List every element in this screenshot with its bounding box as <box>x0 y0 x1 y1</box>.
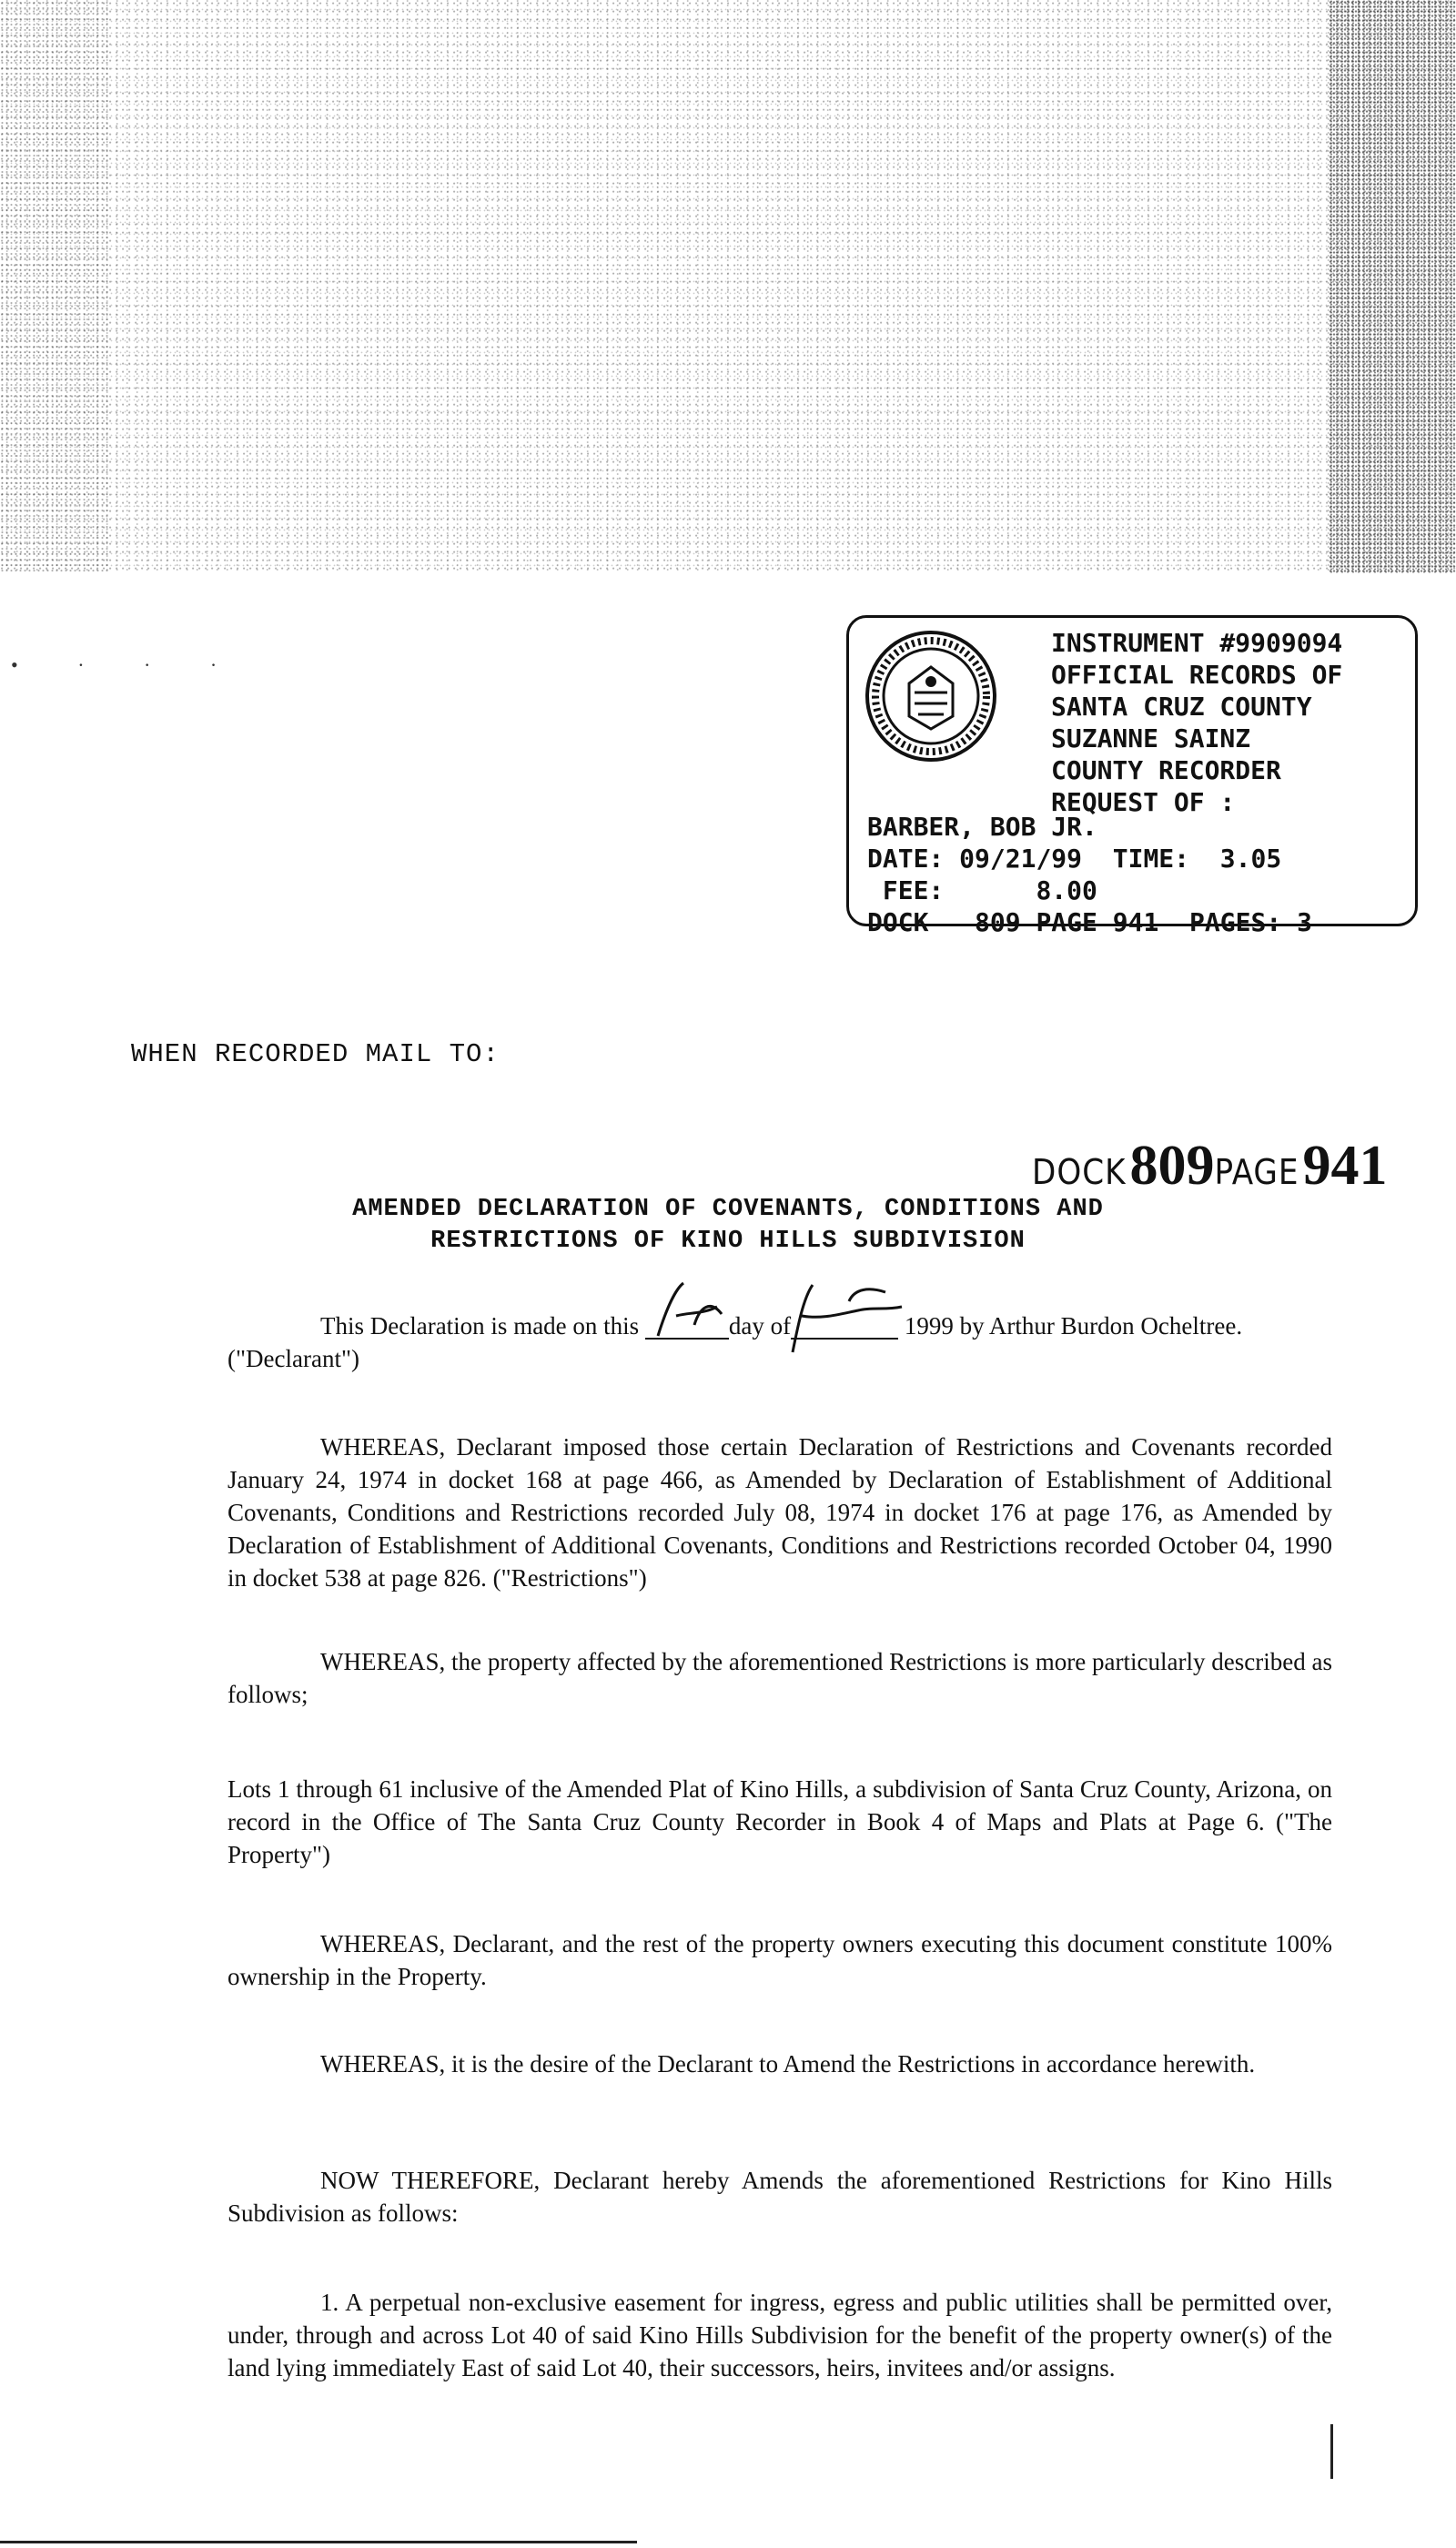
page-number: 941 <box>1302 1135 1388 1197</box>
handwritten-month-signature <box>791 1307 898 1340</box>
paragraph-property-description <box>228 1773 1332 1871</box>
paragraph-text: NOW THEREFORE, Declarant hereby Amends the aforementioned Restrictions for Kino Hills Subdivision as follows: <box>228 2167 1332 2227</box>
stamp-requester: BARBER, BOB JR. <box>867 812 1097 842</box>
paragraph-whereas-4 <box>228 2048 1332 2080</box>
paragraph-whereas-3 <box>228 1927 1332 1993</box>
stamp-pages: 3 <box>1297 907 1312 937</box>
paragraph-text: 1. A perpetual non-exclusive easement for ingress, egress and public utilities shall be permitted over, under, through and across Lot 40 of said Kino Hills Subdivision for the benefit of the property owner(s) of the land lying immediately East of said Lot 40, their successors, heirs, invitees and/or assigns. <box>228 2289 1332 2381</box>
stamp-time-label: TIME: <box>1112 844 1190 874</box>
county-seal-icon <box>864 629 998 763</box>
scan-noise <box>0 0 1456 573</box>
stray-marks: • · · · <box>11 653 245 676</box>
stamp-page: 941 <box>1112 907 1159 937</box>
paragraph-text: WHEREAS, Declarant imposed those certain Declaration of Restrictions and Covenants recorded January 24, 1974 in docket 168 at page 466, as Amended by Declaration of Establishment of Additional Covenants, Conditions and Restrictions recorded July 08, 1974 in docket 176 at page 176, as Amended by Declaration of Establishment of Additional Covenants, Conditions and Restrictions recorded October 04, 1990 in docket 538 at page 826. ("Restrictions") <box>228 1433 1332 1592</box>
stamp-line: OFFICIAL RECORDS OF <box>1051 660 1343 690</box>
stamp-fee: 8.00 <box>1036 875 1097 905</box>
document-title <box>228 1194 1228 1258</box>
paragraph-text: WHEREAS, the property affected by the aforementioned Restrictions is more particularly described as follows; <box>228 1648 1332 1708</box>
stamp-line: SANTA CRUZ COUNTY <box>1051 692 1312 722</box>
scan-noise-right <box>1329 0 1456 573</box>
stamp-dock: 809 <box>975 907 1021 937</box>
stamp-dock-label: DOCK <box>867 907 929 937</box>
dock-number: 809 <box>1129 1135 1215 1197</box>
scan-noise-left <box>0 0 109 573</box>
dock-label: DOCK <box>1032 1152 1127 1192</box>
title-line: RESTRICTIONS OF KINO HILLS SUBDIVISION <box>430 1228 1026 1255</box>
intro-day-suffix: day of <box>728 1312 792 1340</box>
intro-paragraph <box>228 1307 1332 1375</box>
stamp-date-label: DATE: <box>867 844 945 874</box>
mail-to-label: WHEN RECORDED MAIL TO: <box>131 1039 500 1069</box>
paragraph-item-1 <box>228 2286 1332 2384</box>
handwritten-day-signature <box>645 1307 729 1340</box>
stamp-page-label: PAGE <box>1036 907 1097 937</box>
stamp-pages-label: PAGES: <box>1189 907 1282 937</box>
paragraph-whereas-2 <box>228 1645 1332 1711</box>
intro-after: 1999 by Arthur Burdon Ocheltree. <box>898 1312 1243 1340</box>
margin-mark <box>1330 2424 1333 2479</box>
bottom-rule <box>0 2541 637 2543</box>
paragraph-text: WHEREAS, Declarant, and the rest of the property owners executing this document constitute 100% ownership in the Property. <box>228 1930 1332 1990</box>
paragraph-text: Lots 1 through 61 inclusive of the Amended Plat of Kino Hills, a subdivision of Santa Cruz County, Arizona, on record in the Office of The Santa Cruz County Recorder in Book 4 of Maps and Plats at Page 6. ("The Property") <box>228 1775 1332 1868</box>
stamp-line: COUNTY RECORDER <box>1051 755 1281 785</box>
paragraph-whereas-1 <box>228 1431 1332 1594</box>
page-label: PAGE <box>1214 1152 1299 1192</box>
intro-before: This Declaration is made on this <box>320 1312 645 1340</box>
stamp-date: 09/21/99 <box>959 844 1083 874</box>
stamp-fee-label: FEE: <box>882 875 945 905</box>
recorder-stamp <box>846 615 1418 937</box>
stamp-line: INSTRUMENT #9909094 <box>1051 628 1343 658</box>
stamp-line: REQUEST OF : <box>1051 787 1236 817</box>
paragraph-now-therefore <box>228 2164 1332 2230</box>
dock-page-header <box>1032 1134 1388 1198</box>
stamp-line: SUZANNE SAINZ <box>1051 723 1251 753</box>
title-line: AMENDED DECLARATION OF COVENANTS, CONDITIONS AND <box>352 1196 1104 1223</box>
intro-line2: ("Declarant") <box>228 1345 359 1372</box>
stamp-time: 3.05 <box>1219 844 1282 874</box>
paragraph-text: WHEREAS, it is the desire of the Declarant to Amend the Restrictions in accordance herewith. <box>320 2050 1256 2078</box>
